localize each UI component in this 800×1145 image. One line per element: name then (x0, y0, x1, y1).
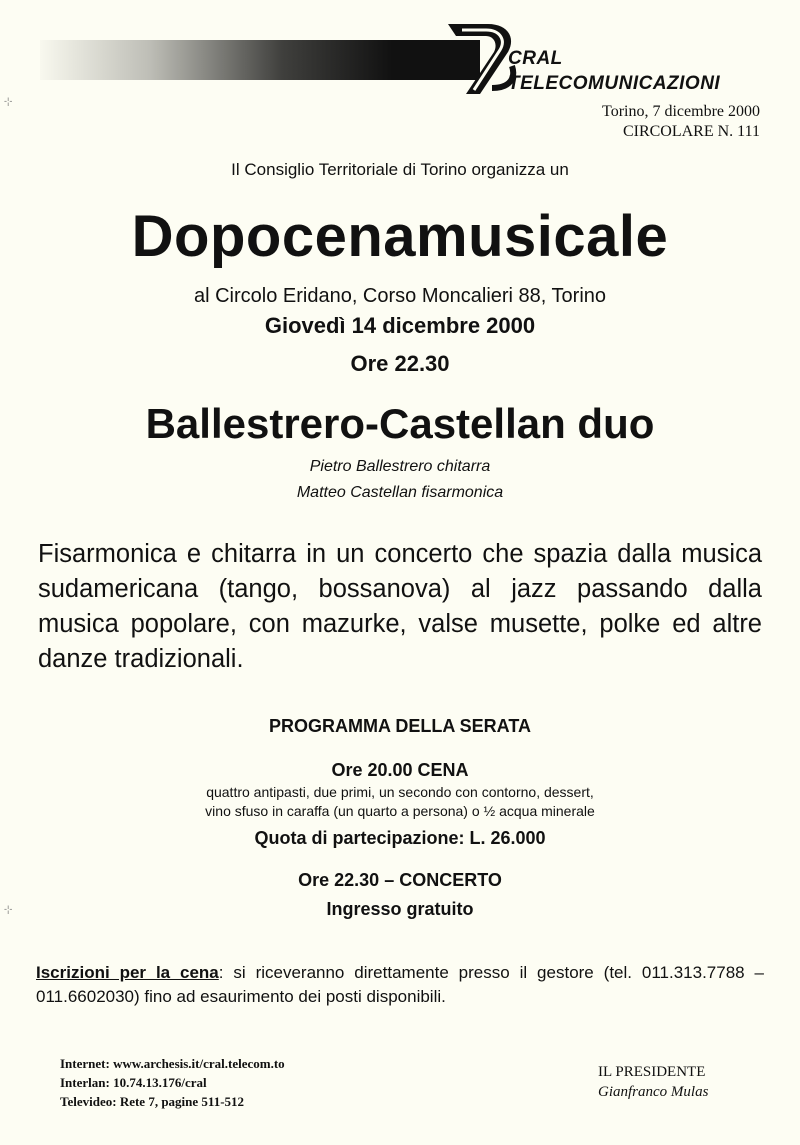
artist-name: Ballestrero-Castellan duo (145, 400, 655, 447)
musician-guitar: Pietro Ballestrero chitarra (309, 458, 491, 475)
event-description: Fisarmonica e chitarra in un concerto che spazia dalla musica sudamericana (tango, bossanova) al jazz passando dalla musica popolare, con mazurke, valse musette, polke ed altre danze tradizionali. (38, 540, 762, 673)
event-venue: al Circolo Eridano, Corso Moncalieri 88, Torino (193, 285, 607, 307)
intro-line: Il Consiglio Territoriale di Torino organizza un (231, 160, 569, 179)
punch-mark: -¦- (4, 96, 13, 106)
program-title: PROGRAMMA DELLA SERATA (269, 716, 531, 736)
org-line-cral: CRAL (508, 48, 563, 69)
org-line-telecomunicazioni: TELECOMUNICAZIONI (508, 73, 721, 94)
menu-line: quattro antipasti, due primi, un secondo con contorno, dessert, (206, 784, 594, 800)
contact-footer (60, 1054, 285, 1111)
president-name: Gianfranco Mulas (598, 1084, 709, 1100)
circular-number: CIRCOLARE N. 111 (622, 123, 760, 140)
registration-label: Iscrizioni per la cena (36, 963, 219, 982)
menu-line: vino sfuso in caraffa (un quarto a persona) o ½ acqua minerale (205, 803, 595, 819)
registration-text: : si riceveranno direttamente presso il gestore (tel. 011.313.7788 – 011.6602030) fino ad esaurimento dei posti disponibili. (36, 963, 764, 1006)
event-time: Ore 22.30 (350, 351, 450, 376)
header-meta (602, 102, 760, 142)
logo-gradient-bar (40, 40, 480, 80)
internet-address: Internet: www.archesis.it/cral.telecom.to (60, 1056, 285, 1071)
president-title: IL PRESIDENTE (598, 1064, 706, 1080)
event-date: Giovedì 14 dicembre 2000 (264, 313, 536, 338)
televideo-info: Televideo: Rete 7, pagine 511-512 (60, 1094, 245, 1109)
event-title: Dopocenamusicale (131, 204, 669, 269)
organization-name (508, 46, 720, 96)
dinner-heading: Ore 20.00 CENA (331, 760, 469, 780)
place-date: Torino, 7 dicembre 2000 (602, 103, 760, 120)
participation-fee: Quota di partecipazione: L. 26.000 (254, 828, 546, 848)
punch-mark: -¦- (4, 904, 13, 914)
musician-accordion: Matteo Castellan fisarmonica (296, 484, 504, 501)
concert-heading: Ore 22.30 – CONCERTO (298, 870, 502, 890)
free-entry: Ingresso gratuito (326, 899, 474, 919)
interlan-address: Interlan: 10.74.13.176/cral (60, 1075, 207, 1090)
registration-notice (36, 961, 764, 1009)
president-signature (598, 1062, 708, 1102)
